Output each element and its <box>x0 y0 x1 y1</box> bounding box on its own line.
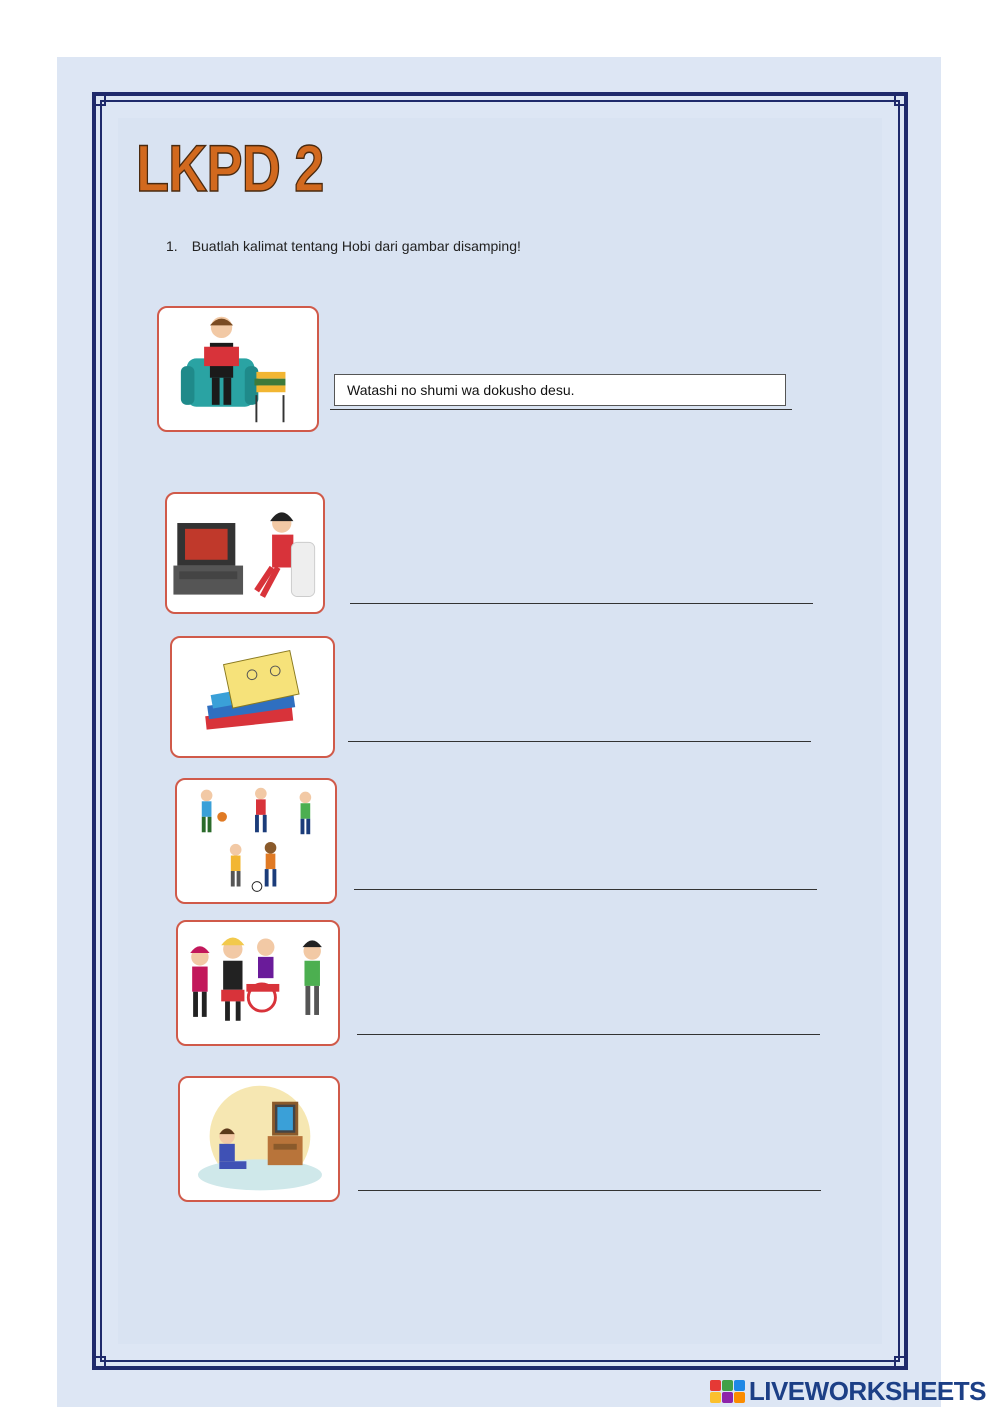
frame-corner <box>894 92 908 106</box>
answer-line-1 <box>330 409 792 410</box>
video-game-icon <box>178 1076 340 1202</box>
instruction-number: 1. <box>166 238 178 254</box>
instruction <box>166 238 521 254</box>
liveworksheets-logo <box>710 1376 986 1407</box>
comics-stack-icon <box>170 636 335 758</box>
brand-logo-icon <box>710 1380 745 1403</box>
answer-line-5 <box>357 1034 820 1035</box>
music-band-icon <box>176 920 340 1046</box>
answer-line-6 <box>358 1190 821 1191</box>
answer-line-2 <box>350 603 813 604</box>
frame-corner <box>92 1356 106 1370</box>
reading-icon <box>157 306 319 432</box>
instruction-text: Buatlah kalimat tentang Hobi dari gambar disamping! <box>191 238 521 254</box>
answer-line-3 <box>348 741 811 742</box>
page-title: LKPD 2 <box>136 131 324 205</box>
frame-corner <box>894 1356 908 1370</box>
frame-corner <box>92 92 106 106</box>
answer-field-1[interactable] <box>334 374 786 406</box>
sports-kids-icon <box>175 778 337 904</box>
answer-line-4 <box>354 889 817 890</box>
watching-tv-icon <box>165 492 325 614</box>
brand-name: LIVEWORKSHEETS <box>748 1376 986 1406</box>
